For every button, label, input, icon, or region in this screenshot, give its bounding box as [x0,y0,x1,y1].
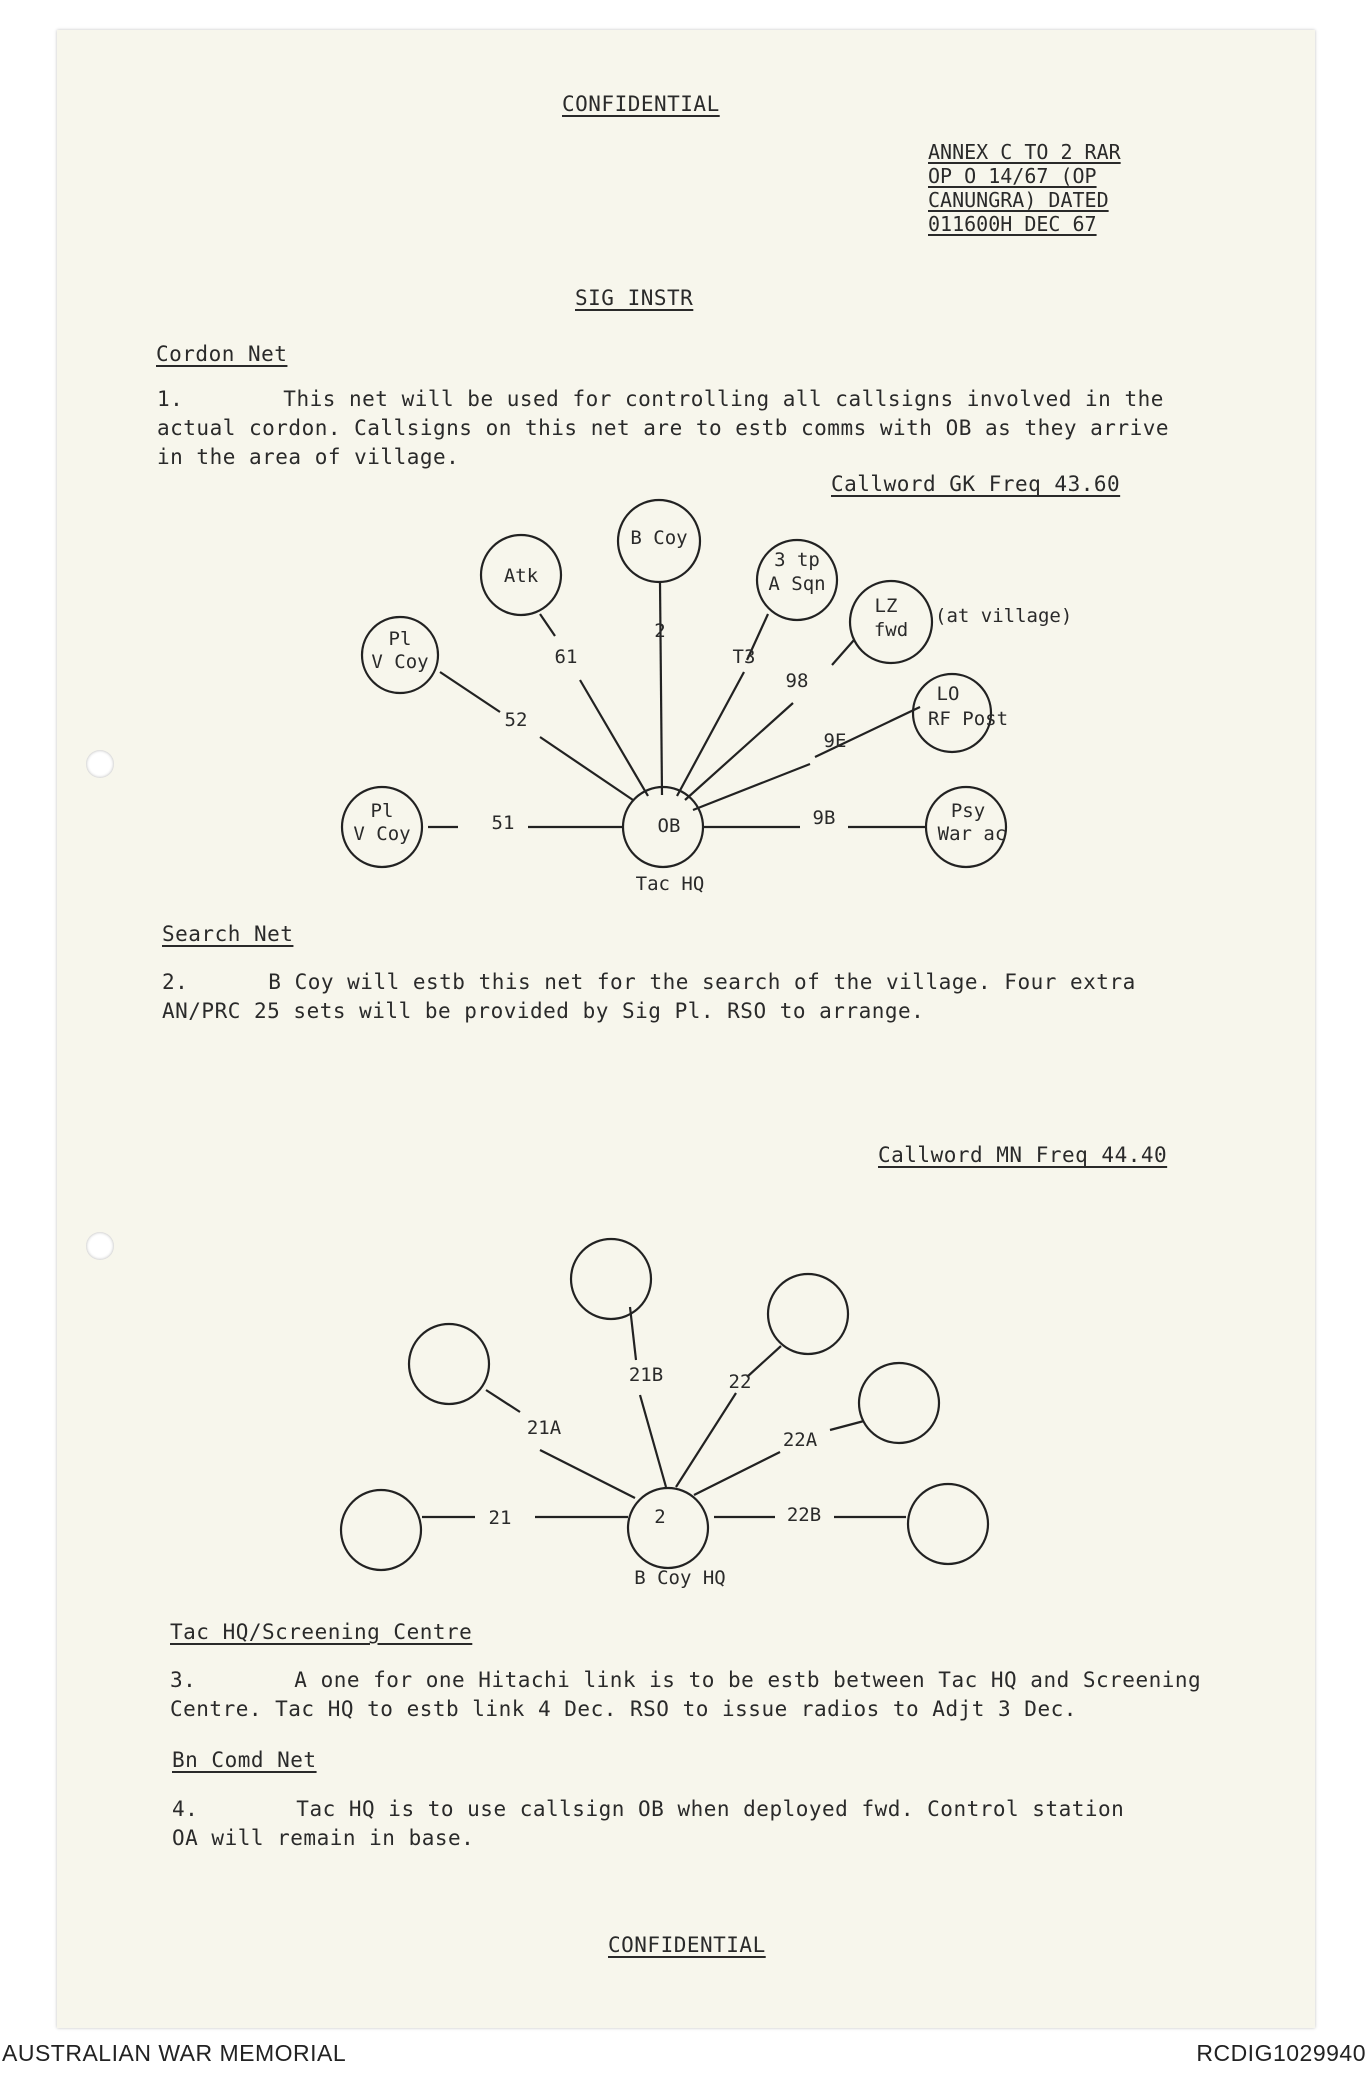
station-label: Pl [388,628,412,650]
annex-line: OP O 14/67 (OP [928,164,1097,188]
station-label: A Sqn [768,573,826,595]
cordon-callword: Callword GK Freq 43.60 [831,472,1121,496]
cordon-net-heading: Cordon Net [156,342,288,366]
station-label: Psy [950,800,986,822]
annex-line: ANNEX C TO 2 RAR [928,140,1121,164]
search-callword: Callword MN Freq 44.40 [878,1143,1168,1167]
station-label: V Coy [353,823,411,845]
para-line: AN/PRC 25 sets will be provided by Sig Pl. RSO to arrange. [162,999,925,1023]
document-title: SIG INSTR [575,286,694,310]
classification-footer: CONFIDENTIAL [608,1933,766,1957]
callsign-label: 9E [823,730,847,752]
station-label: LO [936,683,960,705]
para-line: Centre. Tac HQ to estb link 4 Dec. RSO to issue radios to Adjt 3 Dec. [170,1697,1077,1721]
para-line: This net will be used for controlling all callsigns involved in the [283,387,1164,411]
callsign-label: 21 [488,1507,512,1529]
para-line: A one for one Hitachi link is to be estb between Tac HQ and Screening [294,1668,1202,1692]
station-label: RF Post [927,708,1009,730]
annex-line: CANUNGRA) DATED [928,188,1109,212]
para-line: Tac HQ is to use callsign OB when deployed fwd. Control station [296,1797,1125,1821]
para-number: 4. [172,1797,199,1821]
hub-caption: B Coy HQ [634,1567,726,1589]
para-number: 3. [170,1668,197,1692]
bn-comd-heading: Bn Comd Net [172,1748,317,1772]
screening-heading: Tac HQ/Screening Centre [170,1620,473,1644]
callsign-label: 22 [728,1371,752,1393]
callsign-label: 9B [812,807,836,829]
callsign-label: 2 [654,620,666,642]
classification-header: CONFIDENTIAL [562,92,720,116]
callsign-label: 61 [554,646,578,668]
station-label: Atk [503,565,539,587]
station-label: fwd [873,619,909,641]
callsign-label: 98 [785,670,809,692]
archive-id: RCDIG1029940 [1196,2040,1366,2066]
para-line: OA will remain in base. [172,1826,475,1850]
hub-label: 2 [654,1506,666,1528]
station-label: B Coy [630,527,688,549]
para-4 [172,1795,1124,1853]
para-3 [170,1666,1201,1724]
callsign-label: 51 [491,812,515,834]
station-note: (at village) [935,605,1073,627]
station-label: LZ [874,595,898,617]
station-label: War ac [937,823,1007,845]
callsign-label: 21B [628,1364,664,1386]
para-number: 1. [157,387,184,411]
para-line: B Coy will estb this net for the search of the village. Four extra [268,970,1136,994]
archive-credit: AUSTRALIAN WAR MEMORIAL [2,2040,347,2066]
callsign-label: 22A [782,1429,818,1451]
callsign-label: 21A [526,1417,562,1439]
para-number: 2. [162,970,189,994]
hub-label: OB [657,815,681,837]
station-label: V Coy [371,651,429,673]
para-2 [162,968,1136,1026]
search-net-heading: Search Net [162,922,294,946]
callsign-label: 52 [504,709,528,731]
station-label: Pl [370,800,394,822]
para-line: in the area of village. [157,445,460,469]
callsign-label: T3 [732,646,756,668]
para-line: actual cordon. Callsigns on this net are to estb comms with OB as they arrive [157,416,1170,440]
station-label: 3 tp [774,549,820,571]
annex-line: 011600H DEC 67 [928,212,1097,236]
hub-caption: Tac HQ [635,873,705,895]
callsign-label: 22B [786,1504,822,1526]
